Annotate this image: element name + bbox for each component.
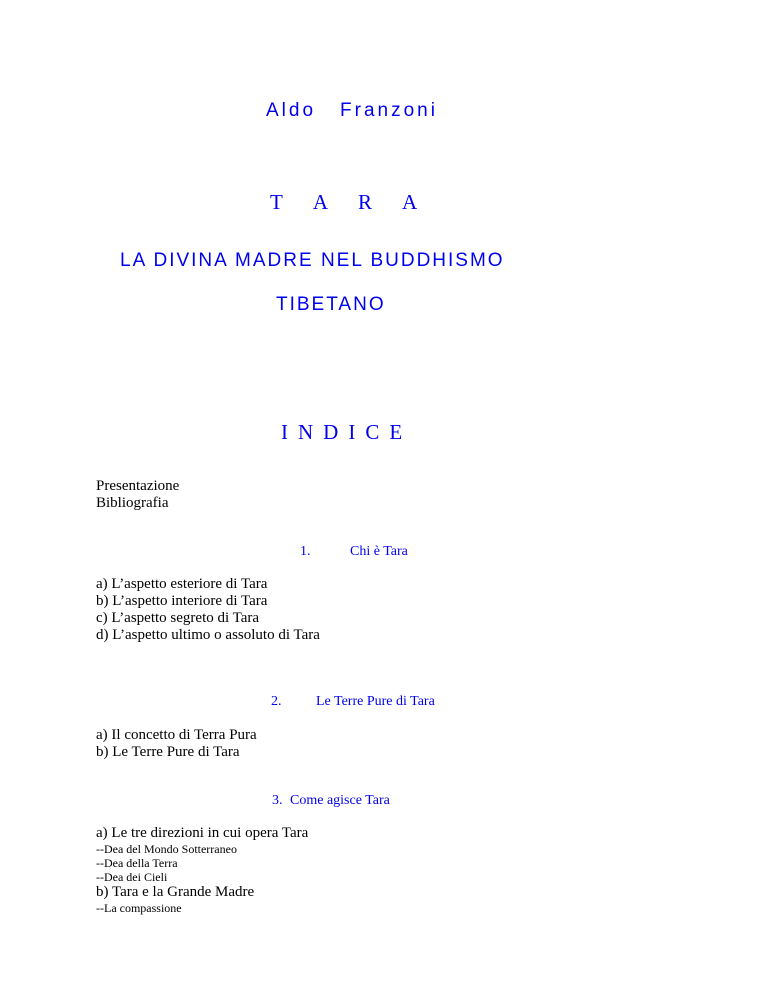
section-title: Le Terre Pure di Tara <box>316 694 435 709</box>
book-title <box>270 190 447 215</box>
index-heading-letter: N <box>298 420 314 444</box>
index-entry: b) L’aspetto interiore di Tara <box>96 593 268 609</box>
front-matter-item: Bibliografia <box>96 495 169 511</box>
index-entry: b) Le Terre Pure di Tara <box>96 744 240 760</box>
section-1-items <box>96 576 320 644</box>
index-entry: c) L’aspetto segreto di Tara <box>96 610 260 626</box>
section-title: Chi è Tara <box>350 544 408 559</box>
front-matter-list <box>96 478 179 512</box>
title-letter: A <box>312 190 328 214</box>
index-subentry: --Dea dei Cieli <box>96 870 168 884</box>
index-entry: b) Tara e la Grande Madre <box>96 884 255 900</box>
section-number: 3. <box>272 793 283 808</box>
index-heading-letter: I <box>281 420 288 444</box>
section-3-heading <box>272 793 390 809</box>
title-letter: A <box>402 190 418 214</box>
index-heading-letter: D <box>323 420 339 444</box>
title-letter: T <box>270 190 283 214</box>
section-2-heading <box>271 694 435 710</box>
section-number: 2. <box>271 694 282 709</box>
book-subtitle-line2: TIBETANO <box>276 294 386 315</box>
section-1-heading <box>300 544 408 560</box>
index-entry: a) L’aspetto esteriore di Tara <box>96 576 268 592</box>
section-title: Come agisce Tara <box>290 793 390 808</box>
index-entry: a) Il concetto di Terra Pura <box>96 727 257 743</box>
index-heading-letter: E <box>389 420 403 444</box>
index-heading <box>281 420 412 445</box>
section-2-items <box>96 727 257 761</box>
title-letter: R <box>358 190 373 214</box>
section-3-items <box>96 825 308 915</box>
index-subentry: --Dea della Terra <box>96 856 178 870</box>
index-entry: d) L’aspetto ultimo o assoluto di Tara <box>96 627 320 643</box>
index-heading-letter: C <box>365 420 380 444</box>
author-first-name: Aldo <box>266 100 317 121</box>
index-subentry: --La compassione <box>96 901 182 915</box>
index-heading-letter: I <box>348 420 356 444</box>
index-entry: a) Le tre direzioni in cui opera Tara <box>96 825 309 841</box>
book-subtitle-line1: LA DIVINA MADRE NEL BUDDHISMO <box>120 250 505 271</box>
index-subentry: --Dea del Mondo Sotterraneo <box>96 842 237 856</box>
author-name <box>266 100 438 122</box>
section-number: 1. <box>300 544 311 559</box>
front-matter-item: Presentazione <box>96 478 180 494</box>
author-last-name: Franzoni <box>340 100 438 121</box>
